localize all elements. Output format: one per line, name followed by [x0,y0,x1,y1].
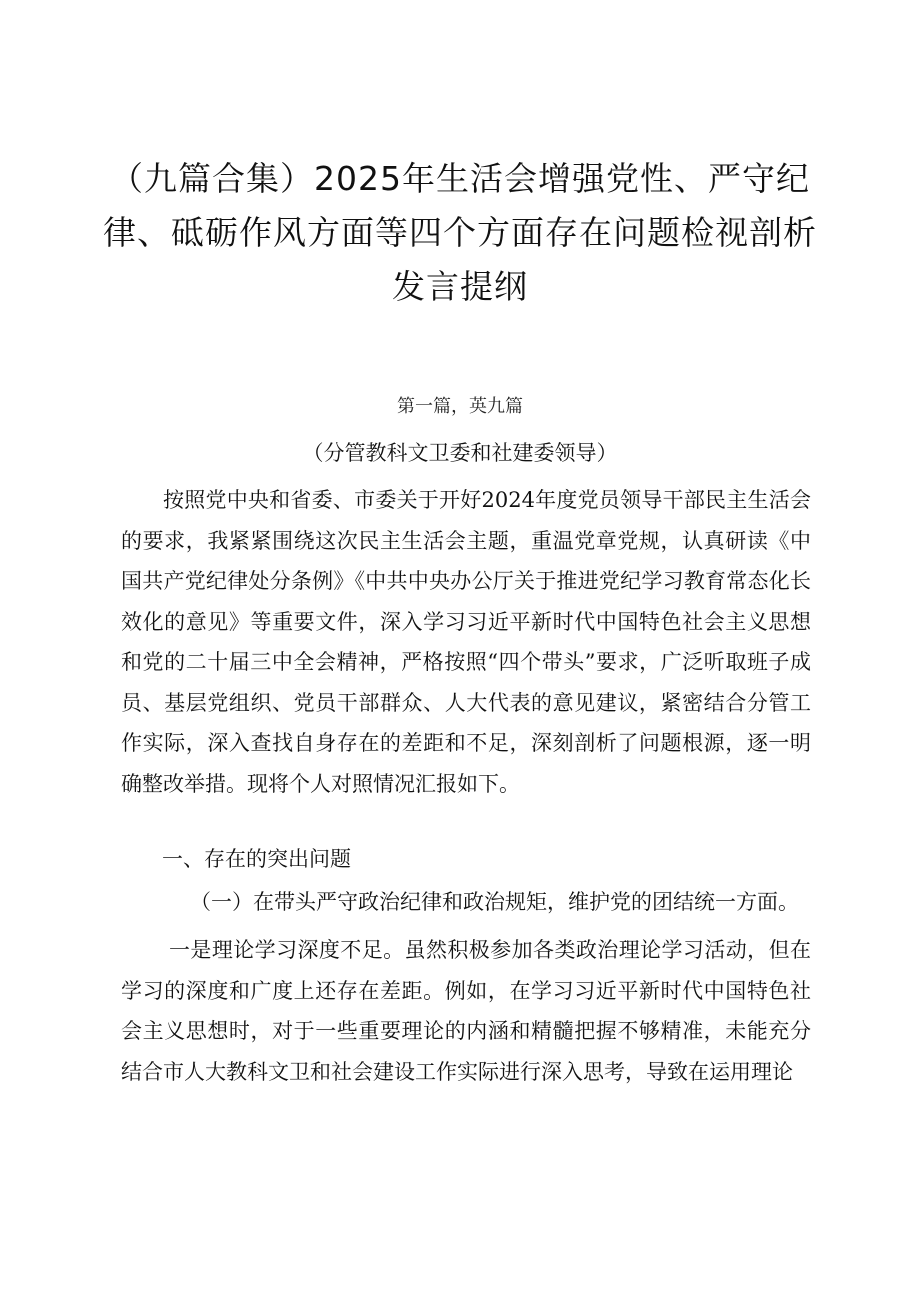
section-heading: 一、存在的突出问题 [162,847,351,871]
document-subtitle: 第一篇，英九篇 [397,396,523,417]
point-paragraph: 一是理论学习深度不足。虽然积极参加各类政治理论学习活动，但在学习的深度和广度上还存在差距。例如，在学习习近平新时代中国特色社会主义思想时，对于一些重要理论的内涵和精髓把握不够精准，未能充分结合市人大教科文卫和社会建设工作实际进行深入思考，导致在运用理论 [121,938,811,1084]
document-title: （九篇合集）2025年生活会增强党性、严守纪律、砥砺作风方面等四个方面存在问题检视剖析发言提纲 [103,159,817,306]
intro-paragraph: 按照党中央和省委、市委关于开好2024年度党员领导干部民主生活会的要求，我紧紧围绕这次民主生活会主题，重温党章党规，认真研读《中国共产党纪律处分条例》《中共中央办公厅关于推进党纪学习教育常态化长效化的意见》等重要文件，深入学习习近平新时代中国特色社会主义思想和党的二十届三中全会精神，严格按照“四个带头”要求，广泛听取班子成员、基层党组织、党员干部群众、人大代表的意见建议，紧密结合分管工作实际，深入查找自身存在的差距和不足，深刻剖析了问题根源，逐一明确整改举措。现将个人对照情况汇报如下。 [121,488,811,796]
speaker-role: （分管教科文卫委和社建委领导） [302,441,618,465]
sub-heading: （一）在带头严守政治纪律和政治规矩，维护党的团结统一方面。 [190,890,799,914]
